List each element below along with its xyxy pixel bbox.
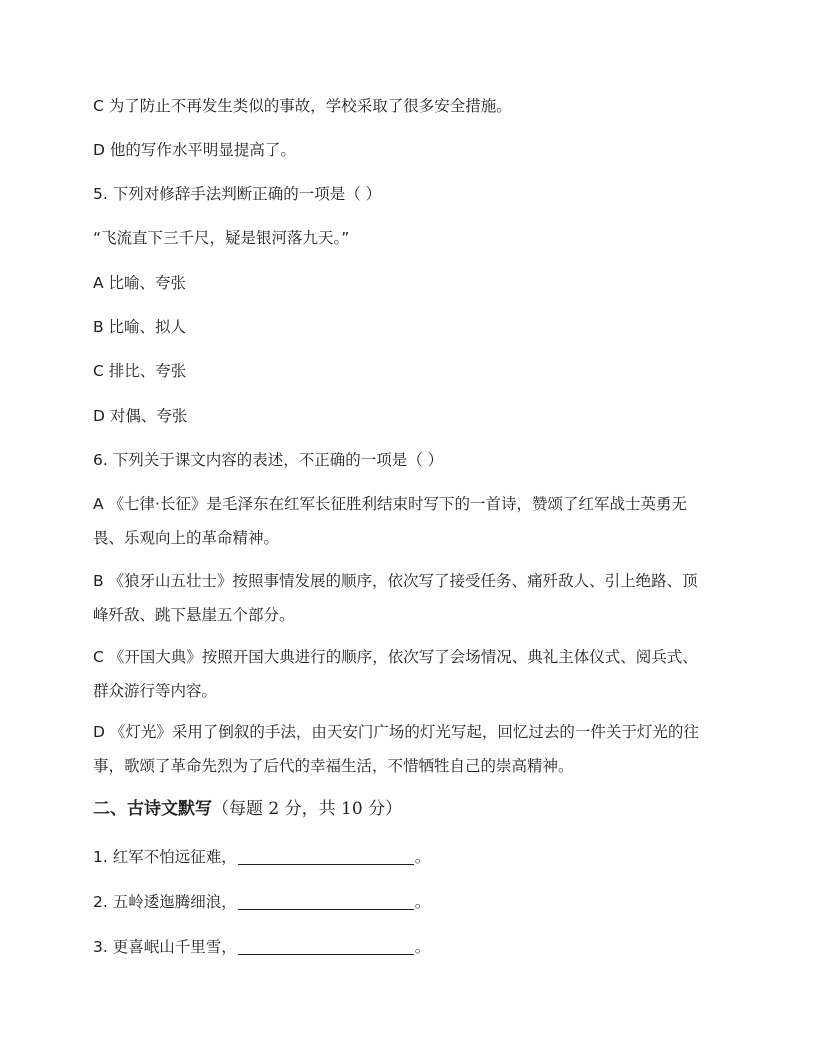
q6-option-b-line1: B 《狼牙山五壮士》按照事情发展的顺序，依次写了接受任务、痛歼敌人、引上绝路、顶: [93, 572, 698, 590]
q6-option-b: [93, 564, 733, 632]
q5-option-b: B 比喻、拟人: [93, 318, 187, 336]
q6-option-a-line2: 畏、乐观向上的革命精神。: [93, 529, 280, 547]
answer-blank-2[interactable]: [238, 893, 414, 910]
answer-blank-1[interactable]: [238, 848, 414, 865]
dictation-item-2: [93, 892, 733, 912]
q5-option-d: D 对偶、夸张: [93, 407, 188, 425]
q4-option-c: C 为了防止不再发生类似的事故，学校采取了很多安全措施。: [93, 97, 512, 115]
q5-stem: 5. 下列对修辞手法判断正确的一项是（ ）: [93, 185, 382, 203]
dictation-item-2-suffix: 。: [414, 893, 431, 911]
dictation-item-3-suffix: 。: [414, 938, 431, 956]
section2-heading: [93, 798, 733, 820]
section2-title: 二、古诗文默写: [93, 799, 212, 819]
q4-option-d: D 他的写作水平明显提高了。: [93, 141, 296, 159]
q6-option-d-line1: D 《灯光》采用了倒叙的手法，由天安门广场的灯光写起，回忆过去的一件关于灯光的往: [93, 723, 699, 741]
dictation-item-1-suffix: 。: [414, 848, 431, 866]
dictation-item-3-prefix: 3. 更喜岷山千里雪，: [93, 938, 237, 956]
answer-blank-3[interactable]: [238, 938, 414, 955]
q6-stem: 6. 下列关于课文内容的表述，不正确的一项是（ ）: [93, 451, 444, 469]
dictation-item-3: [93, 937, 733, 957]
q6-option-a-line1: A 《七律·长征》是毛泽东在红军长征胜利结束时写下的一首诗，赞颂了红军战士英勇无: [93, 495, 687, 513]
q6-option-b-line2: 峰歼敌、跳下悬崖五个部分。: [93, 606, 295, 624]
q5-option-c: C 排比、夸张: [93, 362, 187, 380]
dictation-item-1: [93, 847, 733, 867]
q5-option-a: A 比喻、夸张: [93, 274, 187, 292]
q6-option-c-line2: 群众游行等内容。: [93, 682, 218, 700]
q6-option-a: [93, 487, 733, 555]
q6-option-c-line1: C 《开国大典》按照开国大典进行的顺序，依次写了会场情况、典礼主体仪式、阅兵式、: [93, 648, 698, 666]
q5-quote: “飞流直下三千尺，疑是银河落九天。”: [93, 229, 350, 247]
dictation-item-2-prefix: 2. 五岭逶迤腾细浪，: [93, 893, 237, 911]
q6-option-c: [93, 640, 733, 708]
dictation-item-1-prefix: 1. 红军不怕远征难，: [93, 848, 237, 866]
q6-option-d: [93, 715, 733, 783]
q6-option-d-line2: 事，歌颂了革命先烈为了后代的幸福生活，不惜牺牲自己的崇高精神。: [93, 757, 574, 775]
section2-score-note: （每题 2 分，共 10 分）: [212, 799, 403, 819]
